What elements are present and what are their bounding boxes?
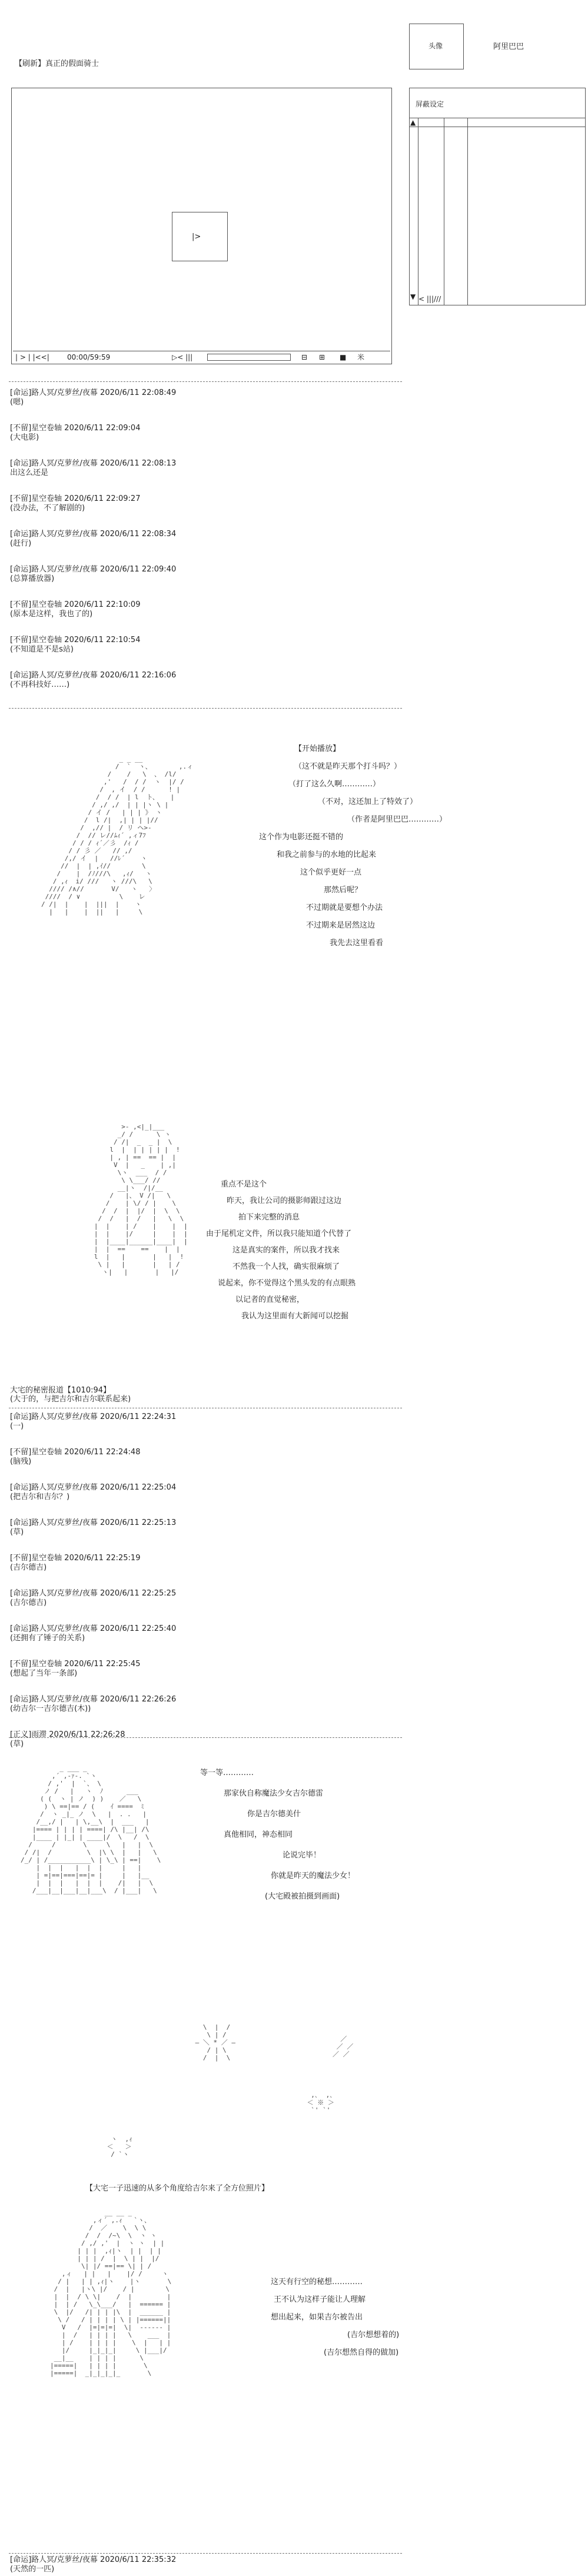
comment-item: [10, 459, 176, 478]
comment-item: [10, 1518, 176, 1537]
dialogue-line: 王不认为这样子能让人理解: [274, 2295, 366, 2304]
sparkle-effect-icon: ／ ／ ／ ／ ／: [333, 2035, 354, 2058]
dialogue-line: 说起来，你不觉得这个黑头发的有点眼熟: [218, 1279, 356, 1288]
comment-item: [10, 1412, 176, 1431]
dialogue-line: 想出起来，如果吉尔被告出: [271, 2313, 363, 2322]
comment-user[interactable]: [命运]路人冥/克萝丝/夜幕: [10, 1518, 98, 1527]
comment-header: [10, 424, 140, 433]
comment-item: [10, 424, 140, 443]
divider: [9, 2553, 402, 2554]
comment-text: (草): [10, 1528, 24, 1537]
divider: [9, 708, 402, 709]
dialogue-line: (吉尔想然自得的做加): [324, 2348, 399, 2357]
comment-text: (天然的一匹): [10, 2565, 55, 2574]
dialogue-line: （不对，这还加上了特效了）: [318, 797, 418, 806]
caption-1-text: (大于的，与把吉尔和吉尔联系起来): [10, 1395, 131, 1404]
comment-item: [10, 1624, 176, 1643]
dialogue-line: 那家伙自称魔法少女吉尔德雷: [224, 1789, 324, 1798]
dialogue-line: 不过期就是要想个办法: [306, 903, 383, 912]
comment-header: [10, 388, 176, 398]
dialogue-line: 由于尾机定文件，所以我只能知道个代替了: [206, 1229, 352, 1238]
comment-time: 2020/6/11 22:08:34: [100, 530, 177, 539]
divider: [9, 381, 402, 382]
dialogue-line: 和我之前参与的水地的比起来: [277, 850, 377, 859]
comment-user[interactable]: [不留]星空卷轴: [10, 1660, 62, 1668]
comment-text: (大电影): [10, 433, 39, 442]
comment-user[interactable]: [不留]星空卷轴: [10, 494, 62, 503]
comment-time: 2020/6/11 22:10:54: [64, 636, 141, 644]
dialogue-line: 这个似乎更好一点: [300, 868, 362, 877]
control-bar-icon[interactable]: | > | |<<|: [15, 353, 49, 361]
comment-time: 2020/6/11 22:24:31: [100, 1412, 177, 1421]
comment-user[interactable]: [不留]星空卷轴: [10, 636, 62, 644]
comment-time: 2020/6/11 22:09:27: [64, 494, 141, 503]
burst-effect-icon: ヽ ,ｨ ＜ ＞ / `ヽ: [107, 2135, 132, 2158]
comment-text: (没办法，不了解剧的): [10, 504, 85, 513]
scroll-down-icon[interactable]: ▼: [410, 292, 416, 301]
comment-item: [10, 388, 176, 407]
danmaku-panel: [409, 88, 586, 305]
comment-text: (还拥有了锤子的关系): [10, 1634, 85, 1643]
dialogue-line: 我认为这里面有大新闻可以挖掘: [241, 1312, 349, 1321]
ascii-art-figure-3: _ ___ _ ,´ ,-ｧ-. `ヽ / ,' | `、 \ ノ / | ヽ ﾉ ___ ( ( ヽ | ノ ) ) ／ \ ) \ ==|== / ( ｲ ==== ﾐ / ヽ _|_ ノ \ | . . | /__,/ | | \,__\ | ___ | |==== | | | | ====| /\ |__| /\ |____ | |_| | ____|/ \ / \ / / \ \ | | \ / /| / \ |\ \ | | \ /_/ | /___________\ | \_\ | ==| \ | | | | | | | | | =|==|===|==|= | | |__ | | | | | | /| | \ /___|__|___|__|___\ / |___| \: [21, 1764, 161, 1894]
comment-time: 2020/6/11 22:09:40: [100, 565, 177, 574]
avatar-label: 头像: [428, 42, 443, 50]
caption-2: 【大宅一子迅速的从多个角度给吉尔来了全方位照片】: [85, 2184, 270, 2193]
comment-header: [10, 1412, 176, 1422]
dialogue-line: 重点不是这个: [221, 1180, 267, 1189]
comment-time: 2020/6/11 22:25:13: [100, 1518, 177, 1527]
comment-time: 2020/6/11 22:08:49: [100, 388, 177, 397]
comment-user[interactable]: [命运]路人冥/克萝丝/夜幕: [10, 1589, 98, 1598]
comment-item: [10, 2555, 176, 2574]
comment-item: [10, 565, 176, 584]
comment-text: (不知道是不是s站): [10, 645, 74, 654]
comment-time: 2020/6/11 22:25:40: [100, 1624, 177, 1633]
comment-item: [10, 1695, 176, 1714]
comment-time: 2020/6/11 22:25:04: [100, 1483, 177, 1492]
scrollbar[interactable]: [410, 118, 418, 305]
comment-time: 2020/6/11 22:35:32: [100, 2555, 177, 2564]
comment-header: [10, 1695, 176, 1704]
dialogue-line: 你是吉尔德美什: [247, 1810, 301, 1819]
dialogue-line: 昨天，我让公司的摄影师跟过这边: [227, 1196, 342, 1205]
time-display: 00:00/59:59: [67, 353, 111, 361]
dialogue-line: 论说完毕！: [283, 1851, 321, 1860]
settings-icon[interactable]: ⊟: [301, 353, 308, 361]
comment-header: [10, 600, 140, 610]
comment-header: [10, 636, 140, 645]
comment-user[interactable]: [命运]路人冥/克萝丝/夜幕: [10, 671, 98, 680]
comment-text: (原本是这样，我也了的): [10, 610, 93, 619]
page-title: 【刷新】真正的假面骑士: [15, 59, 99, 68]
comment-time: 2020/6/11 22:26:28: [49, 1730, 125, 1739]
comment-header: [10, 1483, 176, 1493]
comment-text: 出这么还是: [10, 468, 49, 477]
comment-item: [10, 1554, 140, 1573]
comment-item: [10, 1589, 176, 1608]
avatar[interactable]: [409, 24, 464, 69]
dialogue-line: 【开始播放】: [294, 744, 341, 753]
comment-user[interactable]: [不留]星空卷轴: [10, 424, 62, 433]
ascii-art-figure-1: _ _ __ / ` ヽ、 ,.ィ / / \ 、 /l/ ,' / / / ヽ |/ / / , イ / / ! | / / / | l ト、 | / ,/ ,/ | | |ヽ \ | / イ / | | | 》 ヽ / l /| ,| | | |// / ,// | / リ ヘ>- / // レ//ﾑｨ´ ,ィ7ﾌ / / / ｨ´／彡 /ｨ / / / 彡 ／ // ,/ /,/ イ | //ﾚ´ ヽ // | | ,ｲ// \ / | /ﾉ///\ ,ｨ/ ヽ / ,ｨ i/ /// ヽ ///\ \ //// /∧// V/ ヽ 〉 //// / ∨ \ レ / /| | | ||| | ヽ | | | || | \: [41, 755, 194, 916]
comment-user[interactable]: [不留]星空卷轴: [10, 600, 62, 609]
widescreen-icon[interactable]: ⊞: [319, 353, 325, 361]
comment-header: [10, 530, 176, 539]
danmaku-panel-title: 屏蔽设定: [416, 100, 444, 108]
comment-header: [10, 1554, 140, 1563]
comment-header: [10, 1518, 176, 1528]
dialogue-line: 这个作为电影还挺不错的: [259, 833, 344, 842]
comment-text: (不再科技好……): [10, 680, 70, 689]
comment-user[interactable]: [正义]雨滞: [10, 1730, 47, 1739]
dialogue-line: 以记者的直觉秘密，: [235, 1295, 305, 1304]
comment-time: 2020/6/11 22:10:09: [64, 600, 141, 609]
comment-time: 2020/6/11 22:08:13: [100, 459, 177, 468]
user-name[interactable]: 阿里巴巴: [493, 42, 524, 51]
comment-user[interactable]: [命运]路人冥/克萝丝/夜幕: [10, 1695, 98, 1704]
dialogue-line: 我先去这里看看: [330, 939, 384, 948]
dialogue-line: 拍下来完整的消息: [238, 1213, 300, 1222]
dialogue-line: （作者是阿里巴巴…………）: [347, 815, 447, 824]
comment-text: (把吉尔和吉尔？): [10, 1493, 70, 1501]
dialogue-line: （打了这么久啊…………）: [288, 780, 381, 789]
dialogue-line: (大宅殿被拍摄到画面): [265, 1892, 340, 1901]
comment-time: 2020/6/11 22:25:19: [64, 1554, 141, 1563]
comment-item: [10, 1660, 140, 1678]
scroll-up-icon[interactable]: ▲: [410, 118, 416, 127]
comment-text: (想起了当年一条部): [10, 1669, 78, 1678]
comment-item: [10, 494, 140, 513]
comment-text: (赶行): [10, 539, 32, 548]
video-player[interactable]: [11, 88, 392, 364]
comment-header: [10, 1660, 140, 1669]
comment-item: [10, 1483, 176, 1502]
play-button[interactable]: [172, 212, 228, 261]
divider: [9, 1737, 402, 1738]
comment-user[interactable]: [命运]路人冥/克萝丝/夜幕: [10, 2555, 98, 2564]
comment-header: [10, 494, 140, 504]
comment-header: [10, 1448, 140, 1457]
burst-effect-icon: \ | / \ | / ― ＼ * ／ ― / | \ / | \: [195, 2023, 235, 2062]
comment-item: [10, 530, 176, 549]
comment-time: 2020/6/11 22:25:25: [100, 1589, 177, 1598]
comment-user[interactable]: [不留]星空卷轴: [10, 1448, 62, 1457]
comment-item: [10, 600, 140, 619]
progress-bar[interactable]: [207, 354, 291, 361]
comment-item: [10, 671, 176, 690]
comment-time: 2020/6/11 22:26:26: [100, 1695, 177, 1704]
comment-text: (吉尔德吉): [10, 1598, 47, 1607]
comment-user[interactable]: [命运]路人冥/克萝丝/夜幕: [10, 388, 98, 397]
comment-time: 2020/6/11 22:16:06: [100, 671, 177, 680]
dialogue-line: 等一等…………: [200, 1769, 254, 1777]
comment-header: [10, 1624, 176, 1634]
dialogue-line: 不然我一个人找，确实很麻烦了: [232, 1262, 340, 1271]
comment-user[interactable]: [命运]路人冥/克萝丝/夜幕: [10, 530, 98, 539]
horizontal-scrollbar[interactable]: < |||///: [418, 295, 441, 303]
dialogue-line: 不过期来是居然这边: [306, 921, 376, 930]
dialogue-line: (吉尔想想着的): [347, 2331, 400, 2339]
comment-text: (草): [10, 1740, 24, 1749]
comment-user[interactable]: [命运]路人冥/克萝丝/夜幕: [10, 459, 98, 468]
comment-text: (总算播放器): [10, 574, 55, 583]
comment-text: (幼吉尔一吉尔德吉(木)): [10, 1704, 91, 1713]
comment-item: [10, 636, 140, 654]
comment-header: [10, 459, 176, 468]
dialogue-line: 这是真实的案件，所以我才找来: [232, 1246, 340, 1255]
comment-time: 2020/6/11 22:25:45: [64, 1660, 141, 1668]
comment-header: [10, 1589, 176, 1598]
caption-1-name: 大宅的秘密报道【1010:94】: [10, 1386, 111, 1395]
ascii-art-figure-4: __ __ _ ,ィ´ ,.ｨ `ヽ、 / ／ \ \ \ / / /~\ \ ヽ ヽ / ,/ ,' | ヽ ヽ | | | | | ,ｨ|ヽ | | | | | | | / | \ | | |/ \| |/ ==|== \| | / ,ィ | | | |/ / ヽ / | | | ,ｨ|ヽ |ヽ \ / | |ヽ\ |/ / | \ | | / \ \| / | | | | / \_\___/ | ====== | \ |/ /| | | |\ | ______ | \ / / | | | | \ | |======|| V / |=|=|=| \| ------ | | / | | | | \ ___ | | / | | | | \ | | | |/ |_|_|_| \ |___|/ __|__ | | | | \ |=====| | | | | \ |=====| _|_|_|_|_ \: [50, 2209, 172, 2377]
comment-item: [10, 1448, 140, 1467]
player-controls: [13, 351, 390, 363]
comment-text: (吉尔德吉): [10, 1563, 47, 1572]
comment-user[interactable]: [命运]路人冥/克萝丝/夜幕: [10, 565, 98, 574]
dialogue-line: 那然后呢？: [324, 886, 363, 895]
comment-time: 2020/6/11 22:24:48: [64, 1448, 141, 1457]
volume-icon[interactable]: ▷< |||: [172, 353, 193, 361]
dialogue-line: （这不就是昨天那个打斗吗？）: [294, 762, 402, 771]
dialogue-line: 你就是昨天的魔法少女！: [271, 1872, 356, 1880]
comment-header: [10, 1730, 125, 1740]
comment-text: (嗯): [10, 398, 24, 407]
comment-header: [10, 671, 176, 680]
dialogue-line: 真他相同，神态相同: [224, 1830, 293, 1839]
fullscreen-icon[interactable]: ■: [340, 353, 347, 361]
comment-user[interactable]: [命运]路人冥/克萝丝/夜幕: [10, 1483, 98, 1492]
play-icon: |>: [192, 232, 201, 241]
comment-header: [10, 2555, 176, 2565]
comment-text: (脑残): [10, 1457, 32, 1466]
dialogue-line: 这天有行空的秘想…………: [271, 2278, 363, 2286]
comment-header: [10, 565, 176, 574]
comment-user[interactable]: [命运]路人冥/克萝丝/夜幕: [10, 1624, 98, 1633]
comment-user[interactable]: [不留]星空卷轴: [10, 1554, 62, 1563]
flash-effect-icon: ,､ ,､ ＜ ※ ＞ `' `': [307, 2091, 334, 2114]
ascii-art-figure-2: >- ,<|_|___ _/ / \ ヽ / /| _ _ | \ l | | | | | | ! | , | == == | | V | _ | ,| \ヽ ___ / / \ \___/ // __|ヽ /|/__ / |、 V /| \ / | \/ / | \ / / | |/ | \ \ / / | / | \ \ | | | / | | | | | |/ | | | | |____|______|____| | | | == == | | l | | | | ! \ | | | | / ヽ| | | |/: [94, 1123, 188, 1276]
comment-time: 2020/6/11 22:09:04: [64, 424, 141, 433]
danmaku-toggle-icon[interactable]: 米: [357, 353, 365, 361]
comment-text: (一): [10, 1422, 24, 1431]
comment-item: [10, 1730, 125, 1749]
comment-user[interactable]: [命运]路人冥/克萝丝/夜幕: [10, 1412, 98, 1421]
